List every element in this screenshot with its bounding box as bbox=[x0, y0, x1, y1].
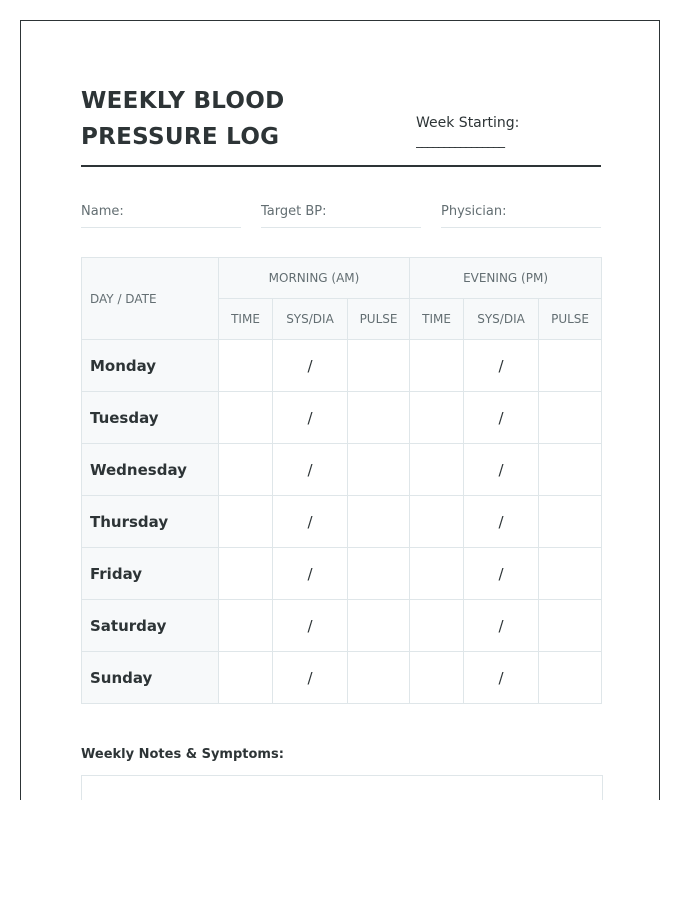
table-row bbox=[82, 548, 602, 600]
morning-time-cell[interactable] bbox=[219, 340, 273, 392]
day-label: Saturday bbox=[82, 600, 219, 652]
morning-time-cell[interactable] bbox=[219, 652, 273, 704]
morning-time-cell[interactable] bbox=[219, 444, 273, 496]
week-starting-field[interactable]: ________________ bbox=[416, 134, 504, 149]
day-label: Monday bbox=[82, 340, 219, 392]
evening-pulse-cell[interactable] bbox=[539, 496, 602, 548]
evening-pulse-cell[interactable] bbox=[539, 340, 602, 392]
table-row bbox=[82, 392, 602, 444]
patient-fields bbox=[81, 203, 601, 229]
morning-pulse-cell[interactable] bbox=[348, 548, 410, 600]
morning-pulse-cell[interactable] bbox=[348, 340, 410, 392]
morning-pulse-cell[interactable] bbox=[348, 496, 410, 548]
week-starting-block bbox=[416, 113, 606, 151]
evening-pulse-header: PULSE bbox=[539, 299, 602, 340]
log-sheet bbox=[20, 20, 660, 800]
evening-time-cell[interactable] bbox=[410, 496, 464, 548]
morning-pulse-cell[interactable] bbox=[348, 392, 410, 444]
evening-time-cell[interactable] bbox=[410, 548, 464, 600]
physician-field[interactable]: Physician: bbox=[441, 203, 601, 228]
table-row bbox=[82, 496, 602, 548]
evening-sysdia-cell[interactable]: / bbox=[464, 444, 539, 496]
morning-sysdia-cell[interactable]: / bbox=[273, 444, 348, 496]
evening-sysdia-cell[interactable]: / bbox=[464, 600, 539, 652]
evening-time-cell[interactable] bbox=[410, 444, 464, 496]
day-label: Sunday bbox=[82, 652, 219, 704]
evening-time-cell[interactable] bbox=[410, 340, 464, 392]
morning-time-cell[interactable] bbox=[219, 496, 273, 548]
evening-time-cell[interactable] bbox=[410, 392, 464, 444]
table-row bbox=[82, 652, 602, 704]
morning-pulse-cell[interactable] bbox=[348, 444, 410, 496]
evening-pulse-cell[interactable] bbox=[539, 652, 602, 704]
morning-pulse-header: PULSE bbox=[348, 299, 410, 340]
name-field[interactable]: Name: bbox=[81, 203, 241, 228]
evening-sysdia-header: SYS/DIA bbox=[464, 299, 539, 340]
evening-sysdia-cell[interactable]: / bbox=[464, 652, 539, 704]
evening-sysdia-cell[interactable]: / bbox=[464, 392, 539, 444]
evening-pulse-cell[interactable] bbox=[539, 392, 602, 444]
log-header bbox=[81, 83, 601, 167]
morning-sysdia-cell[interactable]: / bbox=[273, 392, 348, 444]
evening-time-header: TIME bbox=[410, 299, 464, 340]
page-title: WEEKLY BLOOD PRESSURE LOG bbox=[81, 88, 285, 150]
day-date-header: DAY / DATE bbox=[82, 258, 219, 340]
morning-header: MORNING (AM) bbox=[219, 258, 410, 299]
evening-pulse-cell[interactable] bbox=[539, 548, 602, 600]
morning-pulse-cell[interactable] bbox=[348, 652, 410, 704]
table-row bbox=[82, 444, 602, 496]
evening-pulse-cell[interactable] bbox=[539, 600, 602, 652]
morning-sysdia-cell[interactable]: / bbox=[273, 340, 348, 392]
week-starting-label: Week Starting: bbox=[416, 115, 520, 131]
evening-sysdia-cell[interactable]: / bbox=[464, 548, 539, 600]
table-row bbox=[82, 600, 602, 652]
morning-sysdia-cell[interactable]: / bbox=[273, 600, 348, 652]
morning-sysdia-cell[interactable]: / bbox=[273, 652, 348, 704]
evening-time-cell[interactable] bbox=[410, 652, 464, 704]
weekly-notes-box[interactable] bbox=[81, 775, 603, 800]
day-label: Tuesday bbox=[82, 392, 219, 444]
evening-time-cell[interactable] bbox=[410, 600, 464, 652]
morning-pulse-cell[interactable] bbox=[348, 600, 410, 652]
evening-sysdia-cell[interactable]: / bbox=[464, 496, 539, 548]
evening-pulse-cell[interactable] bbox=[539, 444, 602, 496]
morning-time-header: TIME bbox=[219, 299, 273, 340]
weekly-notes-title: Weekly Notes & Symptoms: bbox=[81, 747, 284, 762]
morning-time-cell[interactable] bbox=[219, 600, 273, 652]
morning-sysdia-cell[interactable]: / bbox=[273, 548, 348, 600]
day-label: Thursday bbox=[82, 496, 219, 548]
table-row bbox=[82, 340, 602, 392]
morning-sysdia-cell[interactable]: / bbox=[273, 496, 348, 548]
target-bp-field[interactable]: Target BP: bbox=[261, 203, 421, 228]
day-label: Wednesday bbox=[82, 444, 219, 496]
bp-log-table bbox=[81, 257, 602, 704]
morning-time-cell[interactable] bbox=[219, 548, 273, 600]
day-label: Friday bbox=[82, 548, 219, 600]
evening-header: EVENING (PM) bbox=[410, 258, 602, 299]
evening-sysdia-cell[interactable]: / bbox=[464, 340, 539, 392]
morning-sysdia-header: SYS/DIA bbox=[273, 299, 348, 340]
morning-time-cell[interactable] bbox=[219, 392, 273, 444]
